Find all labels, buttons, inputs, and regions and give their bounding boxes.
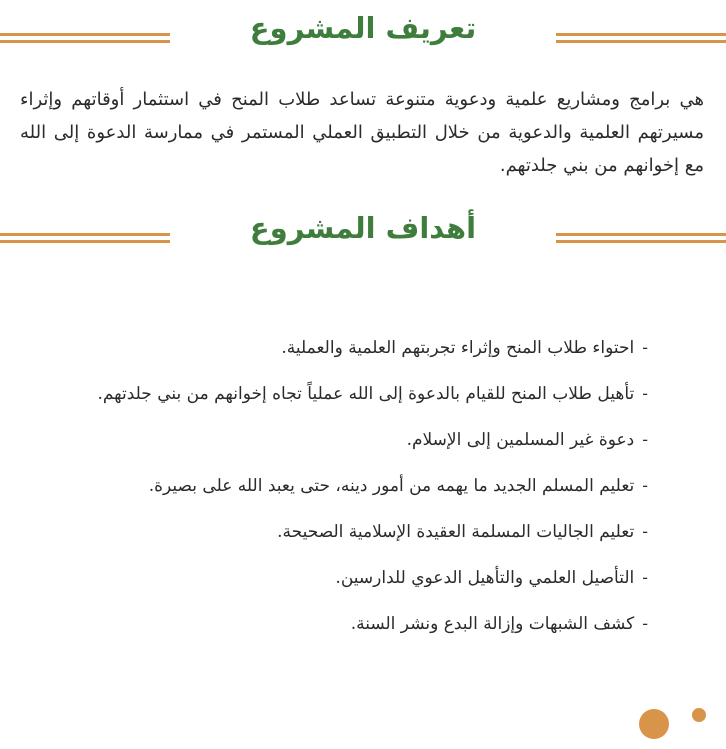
goal-text: التأصيل العلمي والتأهيل الدعوي للدارسين.	[335, 568, 635, 588]
goal-text: احتواء طلاب المنح وإثراء تجربتهم العلمية والعملية.	[281, 338, 635, 358]
goal-item	[48, 417, 648, 463]
goals-title: أهداف المشروع	[249, 211, 477, 245]
goal-text: دعوة غير المسلمين إلى الإسلام.	[406, 430, 635, 450]
goals-header	[0, 208, 726, 258]
goal-text: تعليم المسلم الجديد ما يهمه من أمور دينه، حتى يعبد الله على بصيرة.	[148, 476, 635, 496]
bullet-dash: -	[642, 430, 648, 450]
goal-item	[48, 463, 648, 509]
definition-title: تعريف المشروع	[249, 11, 477, 45]
decorative-double-rule-right	[556, 231, 726, 245]
bullet-dash: -	[642, 614, 648, 634]
bullet-dash: -	[642, 384, 648, 404]
goal-item	[48, 325, 648, 371]
goal-item	[48, 509, 648, 555]
bullet-dash: -	[642, 476, 648, 496]
bullet-dash: -	[642, 568, 648, 588]
bullet-dash: -	[642, 338, 648, 358]
goals-list	[48, 325, 648, 647]
definition-paragraph: هي برامج ومشاريع علمية ودعوية متنوعة تساعد طلاب المنح في استثمار أوقاتهم وإثراء مسيرتهم العلمية والدعوية من خلال التطبيق العملي المستمر في ممارسة الدعوة إلى الله مع إخوانهم من بني جلدتهم.	[20, 89, 704, 176]
definition-header	[0, 8, 726, 58]
bullet-dash: -	[642, 522, 648, 542]
goal-text: تأهيل طلاب المنح للقيام بالدعوة إلى الله عملياً تجاه إخوانهم من بني جلدتهم.	[97, 384, 635, 404]
goal-text: كشف الشبهات وإزالة البدع ونشر السنة.	[350, 614, 635, 634]
goal-text: تعليم الجاليات المسلمة العقيدة الإسلامية الصحيحة.	[277, 522, 635, 542]
decorative-double-rule-right	[556, 31, 726, 45]
decorative-dot-large	[639, 709, 669, 739]
goal-item	[48, 555, 648, 601]
goal-item	[48, 601, 648, 647]
decorative-dot-small	[692, 708, 706, 722]
goal-item	[48, 371, 648, 417]
